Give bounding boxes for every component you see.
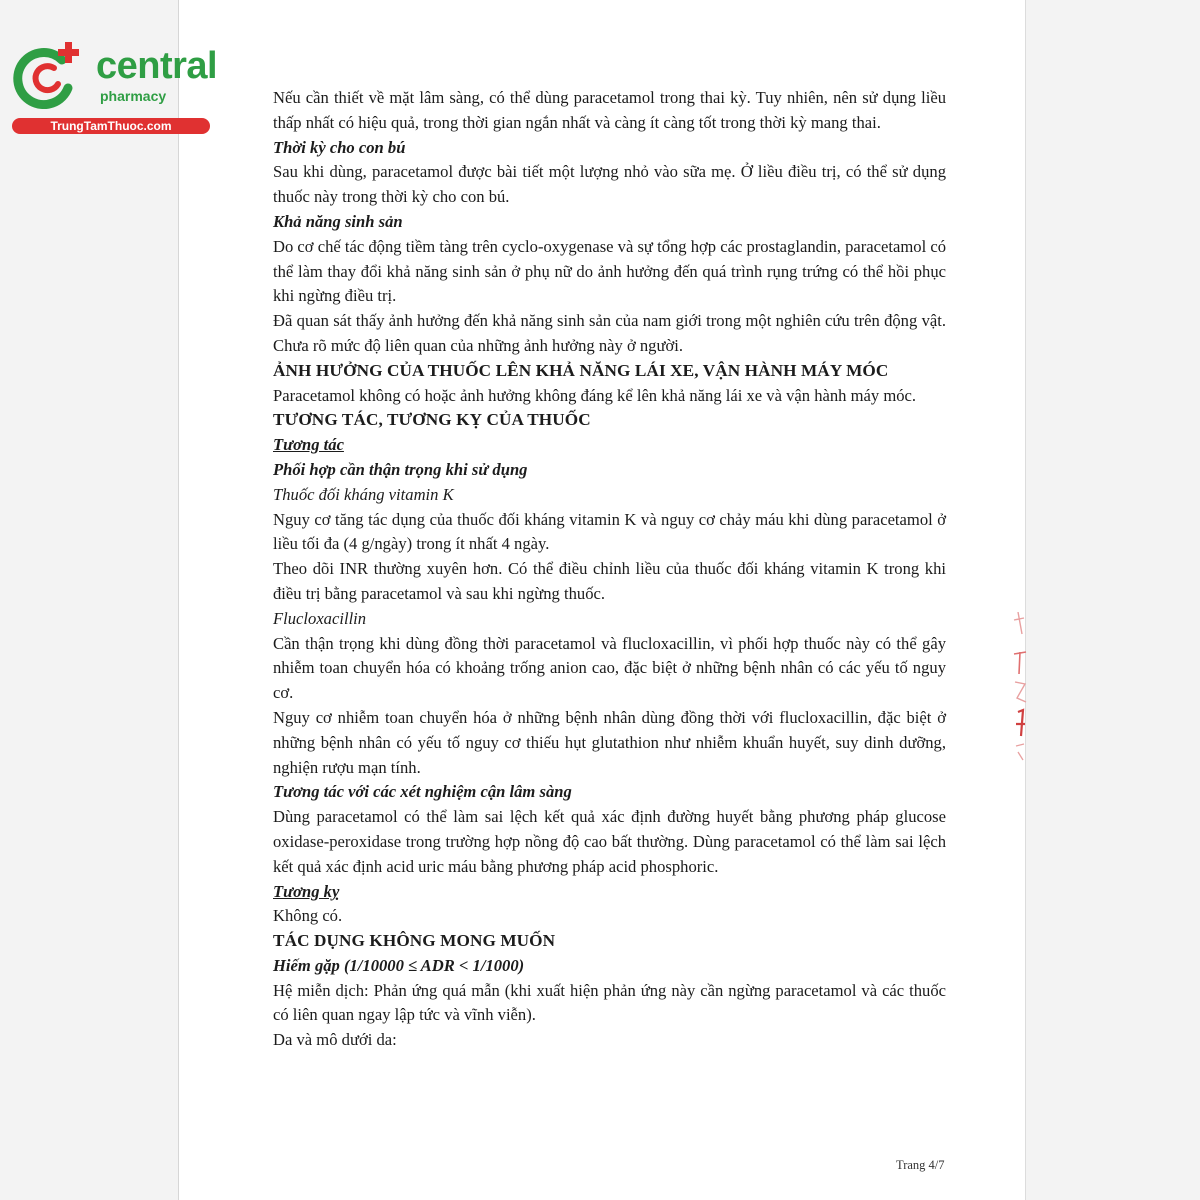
body-paragraph: Nguy cơ tăng tác dụng của thuốc đối kháng vitamin K và nguy cơ chảy máu khi dùng paracetamol ở liều tối đa (4 g/ngày) trong ít nhất 4 ngày. bbox=[273, 509, 946, 554]
document-body bbox=[273, 86, 946, 1053]
page-number: Trang 4/7 bbox=[896, 1158, 945, 1172]
section-heading: TÁC DỤNG KHÔNG MONG MUỐN bbox=[273, 931, 556, 951]
body-paragraph: Cần thận trọng khi dùng đồng thời paracetamol và flucloxacillin, vì phối hợp thuốc này có thể gây nhiễm toan chuyển hóa có khoảng trống anion cao, đặc biệt ở những bệnh nhân có các yếu tố nguy cơ. bbox=[273, 633, 946, 703]
underlined-subheading: Tương tác bbox=[273, 435, 344, 455]
brand-website: TrungTamThuoc.com bbox=[12, 118, 210, 134]
body-paragraph: Không có. bbox=[273, 906, 343, 926]
body-paragraph: Paracetamol không có hoặc ảnh hưởng không đáng kể lên khả năng lái xe và vận hành máy móc. bbox=[273, 385, 917, 405]
body-paragraph: Đã quan sát thấy ảnh hưởng đến khả năng sinh sản của nam giới trong một nghiên cứu trên động vật. Chưa rõ mức độ liên quan của những ảnh hưởng này ở người. bbox=[273, 311, 946, 355]
body-paragraph: Theo dõi INR thường xuyên hơn. Có thể điều chỉnh liều của thuốc đối kháng vitamin K trong khi điều trị bằng paracetamol và sau khi ngừng thuốc. bbox=[273, 559, 946, 603]
body-paragraph: Nguy cơ nhiễm toan chuyển hóa ở những bệnh nhân dùng đồng thời với flucloxacillin, đặc biệt ở những bệnh nhân có yếu tố nguy cơ thiếu hụt glutathion như nhiễm khuẩn huyết, suy dinh dưỡng, nghiện rượu mạn tính. bbox=[273, 707, 946, 777]
section-heading: ẢNH HƯỞNG CỦA THUỐC LÊN KHẢ NĂNG LÁI XE, VẬN HÀNH MÁY MÓC bbox=[273, 360, 889, 380]
red-stamp-mark bbox=[1008, 612, 1032, 762]
body-paragraph: Hệ miễn dịch: Phản ứng quá mẫn (khi xuất hiện phản ứng này cần ngừng paracetamol và các thuốc có liên quan ngay lập tức và vĩnh viễn). bbox=[273, 980, 946, 1025]
subheading: Thời kỳ cho con bú bbox=[273, 137, 406, 157]
subheading: Hiếm gặp (1/10000 ≤ ADR < 1/1000) bbox=[273, 955, 525, 975]
italic-label: Thuốc đối kháng vitamin K bbox=[273, 484, 454, 504]
underlined-subheading: Tương kỵ bbox=[273, 881, 340, 901]
body-paragraph: Dùng paracetamol có thể làm sai lệch kết quả xác định đường huyết bằng phương pháp glucose oxidase-peroxidase trong trường hợp nồng độ cao bất thường. Dùng paracetamol có thể làm sai lệch kết quả xác định acid uric máu bằng phương pháp acid phosphoric. bbox=[273, 807, 946, 876]
subheading: Khả năng sinh sản bbox=[273, 211, 403, 231]
brand-subtitle: pharmacy bbox=[100, 88, 167, 104]
body-paragraph: Da và mô dưới da: bbox=[273, 1030, 397, 1050]
brand-logo bbox=[10, 38, 218, 138]
body-paragraph: Sau khi dùng, paracetamol được bài tiết một lượng nhỏ vào sữa mẹ. Ở liều điều trị, có thể sử dụng thuốc này trong thời kỳ cho con bú. bbox=[273, 162, 946, 207]
body-paragraph: Nếu cần thiết về mặt lâm sàng, có thể dùng paracetamol trong thai kỳ. Tuy nhiên, nên sử dụng liều thấp nhất có hiệu quả, trong thời gian ngắn nhất và càng ít càng tốt trong thời kỳ mang thai. bbox=[273, 88, 946, 132]
subheading: Tương tác với các xét nghiệm cận lâm sàng bbox=[273, 782, 572, 802]
pharmacy-cross-icon bbox=[10, 38, 86, 114]
italic-label: Flucloxacillin bbox=[273, 608, 367, 628]
brand-name: central bbox=[96, 45, 218, 87]
body-paragraph: Do cơ chế tác động tiềm tàng trên cyclo-oxygenase và sự tổng hợp các prostaglandin, paracetamol có thể làm thay đổi khả năng sinh sản ở phụ nữ do ảnh hưởng đến quá trình rụng trứng có thể hồi phục khi ngừng điều trị. bbox=[273, 236, 946, 306]
subheading: Phối hợp cần thận trọng khi sử dụng bbox=[273, 459, 528, 479]
section-heading: TƯƠNG TÁC, TƯƠNG KỴ CỦA THUỐC bbox=[273, 410, 591, 430]
